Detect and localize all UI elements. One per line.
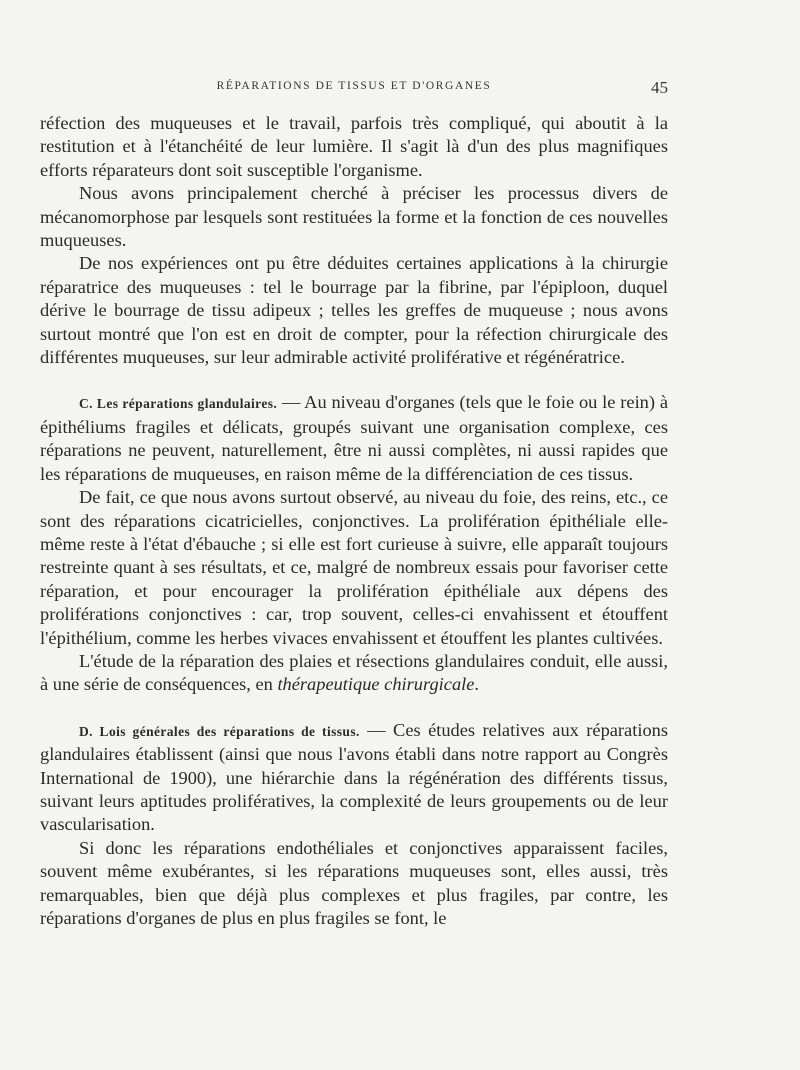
paragraph: De fait, ce que nous avons surtout observé, au niveau du foie, des reins, etc., ce sont des réparations cicatricielles, conjonctives. La prolifération épithéliale elle-même reste à l'état d'ébauche ; si elle est fort curieuse à suivre, elle apparaît toujours restreinte quant à ses résultats, et ce, malgré de nombreux essais pour favoriser cette réparation, et pour encourager la prolifération épithéliale aux dépens des proliférations conjonctives : car, trop souvent, celles-ci envahissent et étouffent l'épithélium, comme les herbes vivaces envahissent et étouffent les plantes cultivées. bbox=[40, 487, 668, 648]
page-number: 45 bbox=[651, 78, 668, 97]
section-c-heading: C. Les réparations glandulaires. bbox=[79, 396, 278, 412]
paragraph-end: . bbox=[474, 674, 480, 695]
paragraph: De nos expériences ont pu être déduites certaines applications à la chirurgie réparatrice des muqueuses : tel le bourrage par la fibrine, par l'épiploon, duquel dérive le bourrage de tissu adipeux ; telles les greffes de muqueuse ; nous avons surtout montré que l'on est en droit de compter, pour la réfection chirurgicale des différentes muqueuses, sur leur admirable activité proliférative et régénératrice. bbox=[40, 253, 668, 368]
body-text bbox=[40, 112, 668, 930]
section-d-body: — Ces études relatives aux réparations glandulaires établissent (ainsi que nous l'avons établi dans notre rapport au Congrès International de 1900), une hiérarchie dans la régénération des différents tissus, suivant leurs aptitudes prolifératives, la complexité de leurs groupements ou de leur vascularisation. bbox=[40, 719, 668, 835]
paragraph-continuation: réfection des muqueuses et le travail, parfois très compliqué, qui aboutit à la restitution et à l'étanchéité de leur lumière. Il s'agit là d'un des plus magnifiques efforts réparateurs dont soit susceptible l'organisme. bbox=[40, 113, 668, 180]
page-header bbox=[40, 78, 668, 100]
emphasis-text: thérapeutique chirurgicale bbox=[277, 674, 475, 695]
section-c-paragraph bbox=[40, 391, 668, 486]
paragraph-text: L'étude de la réparation des plaies et résections glandulaires conduit, elle aussi, à une série de conséquences, en bbox=[40, 650, 668, 695]
section-d-heading: D. Lois générales des réparations de tissus. bbox=[79, 723, 360, 739]
running-title: RÉPARATIONS DE TISSUS ET D'ORGANES bbox=[216, 80, 492, 92]
paragraph bbox=[40, 650, 668, 697]
section-c-body: — Au niveau d'organes (tels que le foie ou le rein) à épithéliums fragiles et délicats, groupés suivant une organisation complexe, ces réparations ne peuvent, naturellement, être ni aussi complètes, ni aussi rapides que les réparations de muqueuses, en raison même de la différenciation de ces tissus. bbox=[40, 392, 668, 484]
section-d-paragraph bbox=[40, 719, 668, 837]
paragraph: Si donc les réparations endothéliales et conjonctives apparaissent faciles, souvent même exubérantes, si les réparations muqueuses sont, elles aussi, très remarquables, bien que déjà plus complexes et plus fragiles, par contre, les réparations d'organes de plus en plus fragiles se font, le bbox=[40, 837, 668, 928]
paragraph: Nous avons principalement cherché à préciser les processus divers de mécanomorphose par lesquels sont restituées la forme et la fonction de ces nouvelles muqueuses. bbox=[40, 183, 668, 251]
